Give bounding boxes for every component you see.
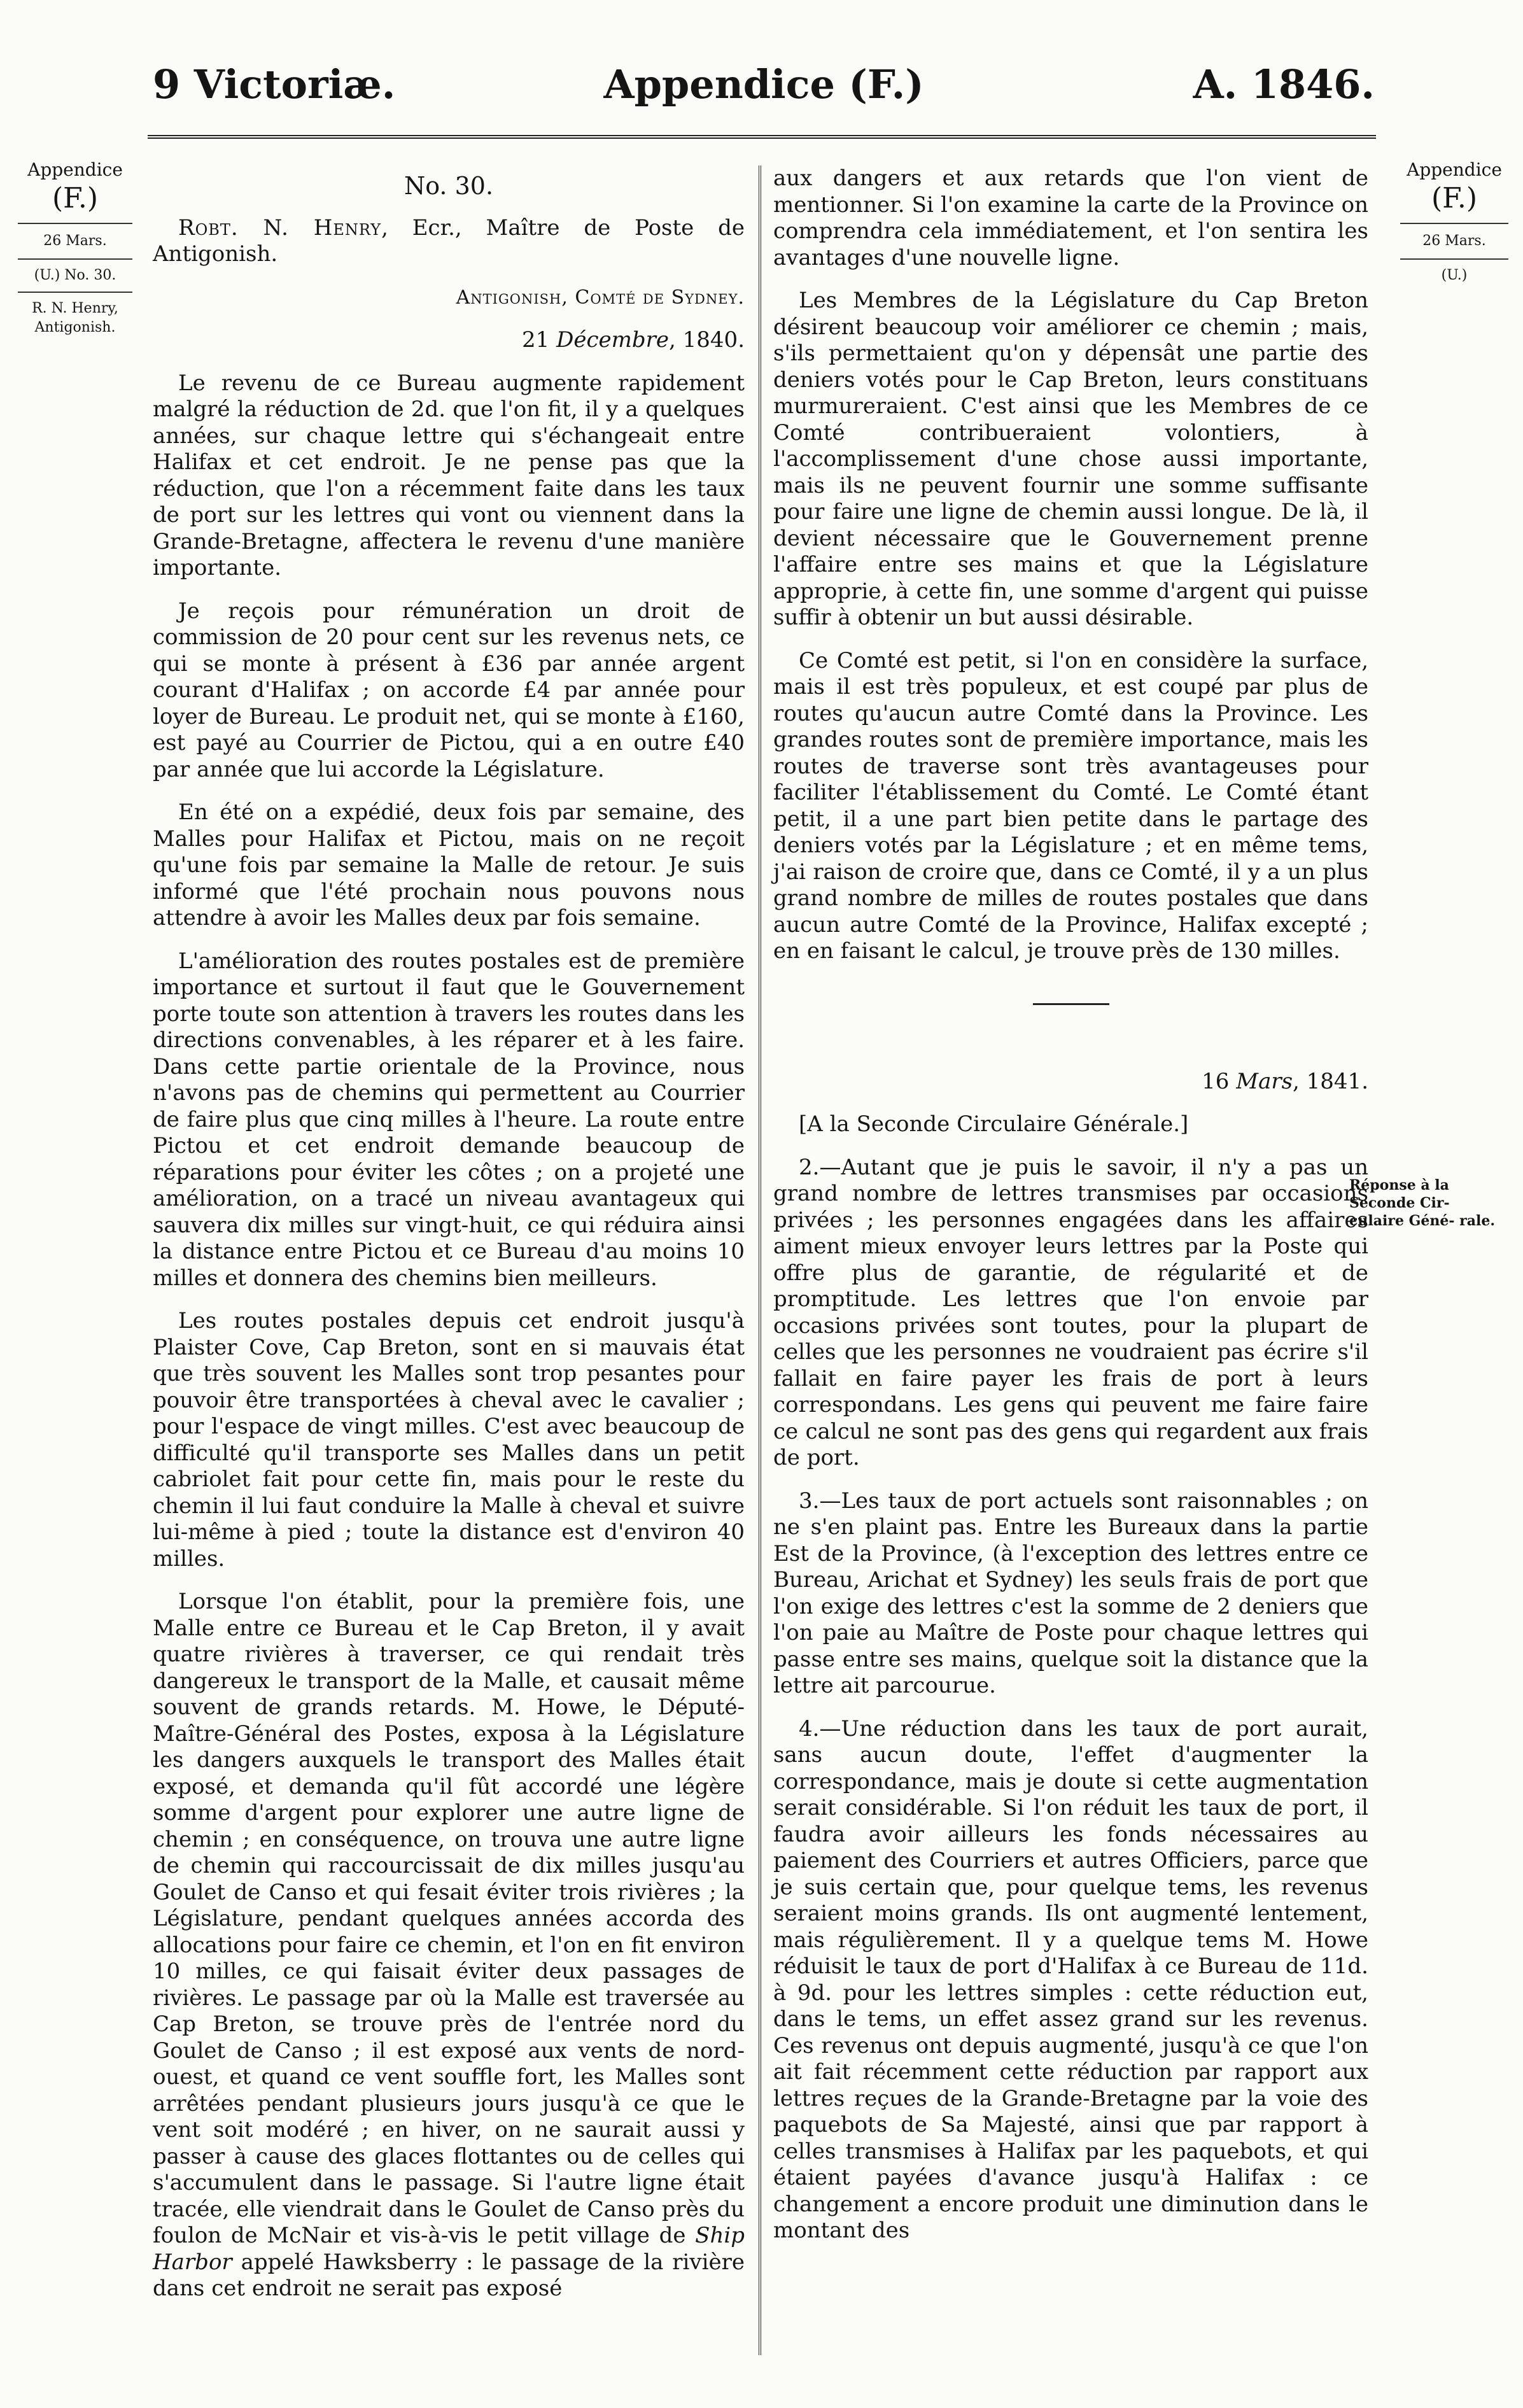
paragraph: L'amélioration des routes postales est de première importance et surtout il faut que le Gouvernement porte toute son attention à travers les routes dans les directions convenables, à les réparer et à les faire. Dans cette partie orientale de la Province, nous n'avons pas de chemins qui permettent au Courrier de faire plus que cinq milles à l'heure. La route entre Pictou et cet endroit demande beaucoup de réparations pour éviter les côtes ; on a projeté une amélioration, on a tracé un niveau avantageux qui sauvera dix milles sur vingt-huit, ce qui réduira ainsi la distance entre Pictou et ce Bureau d'au moins 10 milles et donnera des chemins bien meilleurs. bbox=[153, 948, 745, 1291]
letter-addressee bbox=[153, 215, 745, 268]
margin-appendix-letter: (F.) bbox=[1431, 182, 1477, 215]
answer-2: 2.—Autant que je puis le savoir, il n'y a pas un grand nombre de lettres transmises par occasions privées ; les personnes engagées dans les affaires aiment mieux envoyer leurs lettres par la Poste qui offre plus de garantie, de régularité et de promptitude. Les lettres que l'on envoie par occasions privées sont toutes, pour la plupart de celles que les personnes ne voudraient pas écrire s'il fallait en faire payer les frais de port à leurs correspondans. Les gens qui peuvent me faire faire ce calcul ne sont pas des gens qui regardent aux frais de port. bbox=[773, 1154, 1368, 1470]
right-margin-notes bbox=[1387, 159, 1521, 285]
letter-date bbox=[153, 327, 745, 354]
date-year: , 1841. bbox=[1293, 1068, 1368, 1094]
margin-ref: (U.) bbox=[1441, 267, 1468, 283]
paragraph: Les routes postales depuis cet endroit jusqu'à Plaister Cove, Cap Breton, sont en si mauvais état que très souvent les Malles sont trop pesantes pour pouvoir être transportées à cheval avec le cavalier ; pour l'espace de vingt milles. C'est avec beaucoup de difficulté qu'il transporte ses Malles dans un petit cabriolet fait pour cette fin, mais pour le reste du chemin il lui faut conduire la Malle à cheval et suivre lui-même à pied ; toute la distance est d'environ 40 milles. bbox=[153, 1308, 745, 1572]
left-margin-notes bbox=[5, 159, 145, 337]
date-day: 16 bbox=[1202, 1068, 1237, 1094]
paragraph: Les Membres de la Législature du Cap Breton désirent beaucoup voir améliorer ce chemin ; mais, s'ils permettaient qu'on y dépensât une partie des deniers votés pour le Cap Breton, leurs constituans murmureraient. C'est ainsi que les Membres de ce Comté contribueraient volontiers, à l'accomplissement d'une chose aussi importante, mais ils ne peuvent fournir une somme suffisante pour faire une ligne de chemin aussi longue. De là, il devient nécessaire que le Gouvernement prenne l'affaire entre ses mains et que la Législature approprie, à cette fin, une somme d'argent qui puisse suffir à obtenir un but aussi désirable. bbox=[773, 288, 1368, 630]
date-day: 21 bbox=[522, 327, 557, 353]
header-year: A. 1846. bbox=[1193, 61, 1375, 108]
paragraph bbox=[153, 1589, 745, 2302]
paragraph: En été on a expédié, deux fois par semaine, des Malles pour Halifax et Pictou, mais on ne reçoit qu'une fois par semaine la Malle de retour. Je suis informé que l'été prochain nous pouvons nous attendre à avoir les Malles deux par fois semaine. bbox=[153, 799, 745, 931]
answer-4: 4.—Une réduction dans les taux de port aurait, sans aucun doute, l'effet d'augmenter la correspondance, mais je doute si cette augmentation serait considérable. Si l'on réduit les taux de port, il faudra avoir ailleurs les fonds nécessaires au paiement des Courriers et autres Officiers, parce que je suis certain que, pour quelque tems, les revenus seraient moins grands. Ils ont augmenté lentement, mais régulièrement. Il y a quelque tems M. Howe réduisit le taux de port d'Halifax à ce Bureau de 11d. à 9d. pour les lettres simples : cette réduction eut, dans le tems, un effet assez grand sur les revenus. Ces revenus ont depuis augmenté, jusqu'à ce que l'on ait fait récemment cette réduction par rapport aux lettres reçues de la Grande-Bretagne par la voie des paquebots de Sa Majesté, ainsi que par rapport à celles transmises à Halifax par les paquebots, et qui étaient payées d'avance jusqu'à Halifax : ce changement a encore produit une diminution dans le montant des bbox=[773, 1715, 1368, 2243]
addressee-title: , Ecr., Maître de Poste de Antigonish. bbox=[153, 215, 745, 267]
paragraph: aux dangers et aux retards que l'on vient de mentionner. Si l'on examine la carte de la Province on comprendra cela immédiatement, et l'on sentira les avantages d'une nouvelle ligne. bbox=[773, 165, 1368, 271]
date-month: Décembre bbox=[556, 327, 670, 353]
column-divider bbox=[759, 165, 761, 2355]
addressee-name: Robt. N. Henry bbox=[178, 215, 382, 241]
margin-date: 26 Mars. bbox=[43, 233, 107, 249]
margin-place: Antigonish. bbox=[34, 320, 116, 335]
margin-date: 26 Mars. bbox=[1422, 233, 1486, 249]
margin-rule bbox=[18, 223, 132, 224]
margin-appendix-label: Appendice bbox=[1407, 159, 1502, 180]
page-header bbox=[153, 56, 1375, 113]
paragraph-text: Lorsque l'on établit, pour la première fois, une Malle entre ce Bureau et le Cap Breton, il y avait quatre rivières à traverser, ce qui rendait très dangereux le transport de la Malle, et causait même souvent de grands retards. M. Howe, le Député-Maître-Général des Postes, exposa à la Législature les dangers auxquels le transport des Malles était exposé, et demanda qu'il fût accordé une légère somme d'argent pour explorer une autre ligne de chemin ; en conséquence, on trouva une autre ligne de chemin qui raccourcissait de dix milles jusqu'au Goulet de Canso et qui fesait éviter trois rivières ; la Législature, pendant quelques années accorda des allocations pour faire ce chemin, et l'on en fit environ 10 milles, ce qui faisait éviter deux passages de rivières. Le passage par où la Malle est traversée au Cap Breton, se trouve près de l'entrée nord du Goulet de Canso ; il est exposé aux vents de nord-ouest, et quand ce vent souffle fort, les Malles sont arrêtées pendant plusieurs jours jusqu'à ce que le vent soit modéré ; en hiver, on ne saurait aussi y passer à cause des glaces flottantes ou de celles qui s'accumulent dans le passage. Si l'autre ligne était tracée, elle viendrait dans le Goulet de Canso près du foulon de McNair et vis-à-vis le petit village de bbox=[153, 1589, 745, 2248]
right-column bbox=[773, 165, 1368, 2261]
date-month: Mars bbox=[1236, 1068, 1293, 1094]
margin-appendix-letter: (F.) bbox=[52, 182, 98, 215]
header-rule bbox=[148, 135, 1376, 139]
left-column bbox=[153, 165, 745, 2319]
margin-name: R. N. Henry, bbox=[32, 300, 118, 316]
margin-rule bbox=[18, 258, 132, 260]
letter-place: Antigonish, Comté de Sydney. bbox=[456, 286, 745, 309]
paragraph: Le revenu de ce Bureau augmente rapidement malgré la réduction de 2d. que l'on fit, il y a quelques années, sur chaque lettre qui s'échangeait entre Halifax et cet endroit. Je ne pense pas que la réduction, que l'on a récemment faite dans les taux de port sur les lettres qui vont ou viennent dans la Grande-Bretagne, affectera le revenu d'une manière importante. bbox=[153, 370, 745, 581]
reply-date bbox=[773, 1069, 1368, 1095]
letter-number: No. 30. bbox=[404, 172, 494, 200]
header-session: 9 Victoriæ. bbox=[153, 61, 396, 108]
answer-3: 3.—Les taux de port actuels sont raisonnables ; on ne s'en plaint pas. Entre les Bureaux dans la partie Est de la Province, (à l'exception des lettres entre ce Bureau, Arichat et Sydney) les seuls frais de port que l'on exige des lettres c'est la somme de 2 deniers que l'on paie au Maître de Poste pour chaque lettres qui passe entre ses mains, quelque soit la distance que la lettre ait parcourue. bbox=[773, 1488, 1368, 1698]
place-name: Ship Harbor bbox=[153, 2223, 745, 2275]
circular-heading: [A la Seconde Circulaire Générale.] bbox=[799, 1111, 1189, 1137]
date-year: , 1840. bbox=[669, 327, 745, 353]
margin-ref: (U.) No. 30. bbox=[34, 267, 116, 283]
margin-appendix-label: Appendice bbox=[27, 159, 123, 180]
margin-rule bbox=[1400, 258, 1508, 260]
header-appendix: Appendice (F.) bbox=[603, 61, 924, 108]
paragraph: Je reçois pour rémunération un droit de commission de 20 pour cent sur les revenus nets, ce qui se monte à présent à £36 par année argent courant d'Halifax ; on accorde £4 par année pour loyer de Bureau. Le produit net, qui se monte à £160, est payé au Courrier de Pictou, qui a en outre £40 par année que lui accorde la Législature. bbox=[153, 598, 745, 782]
paragraph-text: appelé Hawksberry : le passage de la rivière dans cet endroit ne serait pas exposé bbox=[153, 2249, 745, 2301]
section-divider bbox=[1033, 1003, 1109, 1005]
margin-reply-note: Réponse à la Seconde Cir- culaire Géné- rale. bbox=[1349, 1177, 1496, 1229]
paragraph: Ce Comté est petit, si l'on en considère la surface, mais il est très populeux, et est coupé par plus de routes qu'aucun autre Comté dans la Province. Les grandes routes sont de première importance, mais les routes de traverse sont très avantageuses pour faciliter l'établissement du Comté. Le Comté étant petit, il a une part bien petite dans le partage des deniers votés par la Législature ; et en même tems, j'ai raison de croire que, dans ce Comté, il y a un plus grand nombre de milles de routes postales que dans aucun autre Comté de la Province, Halifax excepté ; en en faisant le calcul, je trouve près de 130 milles. bbox=[773, 647, 1368, 964]
margin-rule bbox=[18, 292, 132, 293]
margin-rule bbox=[1400, 223, 1508, 224]
